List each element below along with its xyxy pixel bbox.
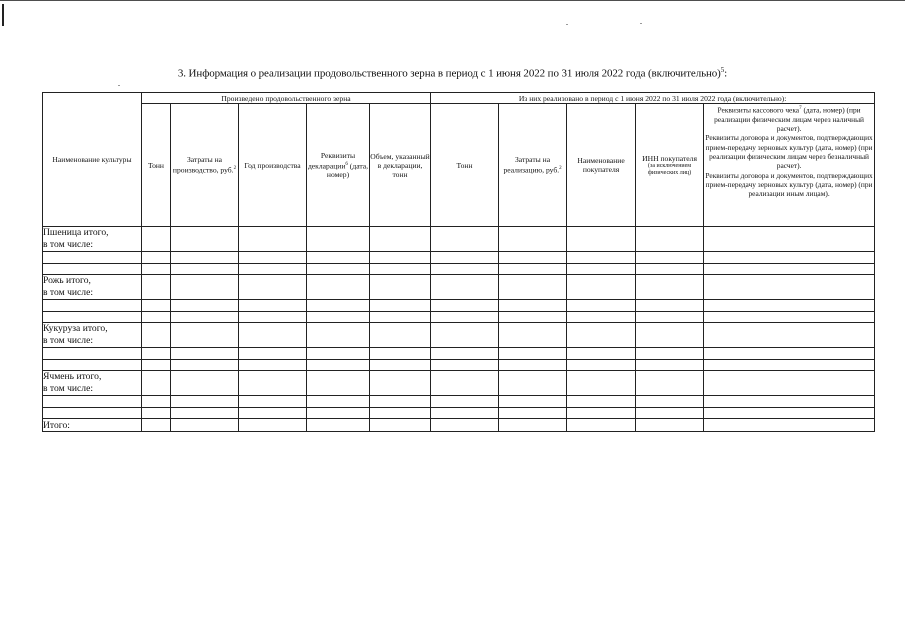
group-header-row (43, 93, 875, 104)
entry-cell[interactable] (239, 348, 307, 360)
col-production-costs-label: Затраты на производство, руб. (172, 155, 234, 175)
crop-row (43, 275, 875, 300)
column-header-row (43, 104, 875, 227)
entry-cell[interactable] (171, 300, 239, 312)
crop-name-cell (43, 371, 142, 396)
col-declaration-label: Реквизиты декларации (307, 150, 356, 171)
entry-cell[interactable] (142, 275, 171, 300)
entry-cell[interactable] (239, 227, 307, 252)
crop-including-label: в том числе: (43, 335, 94, 346)
entry-cell[interactable] (636, 323, 704, 348)
entry-cell[interactable] (370, 300, 431, 312)
entry-cell[interactable] (636, 371, 704, 396)
sub-row (43, 264, 875, 275)
entry-cell[interactable] (43, 300, 142, 312)
entry-cell[interactable] (567, 252, 636, 264)
entry-cell[interactable] (636, 419, 704, 432)
entry-cell[interactable] (142, 227, 171, 252)
grand-total-label: Итого: (43, 419, 142, 432)
receipt-line-3: Реквизиты договора и документов, подтверждающих прием-передачу зерновых культур (дата, номер) (при реализации иным лицам). (705, 170, 873, 199)
footnote-mark: 2 (233, 166, 237, 172)
entry-cell[interactable] (307, 252, 370, 264)
entry-cell[interactable] (499, 227, 567, 252)
entry-cell[interactable] (307, 275, 370, 300)
entry-cell[interactable] (567, 360, 636, 371)
entry-cell[interactable] (636, 227, 704, 252)
entry-cell[interactable] (307, 264, 370, 275)
crop-total-label: Ячмень итого, (43, 371, 102, 382)
sub-row (43, 300, 875, 312)
entry-cell[interactable] (239, 312, 307, 323)
entry-cell[interactable] (567, 419, 636, 432)
entry-cell[interactable] (704, 348, 875, 360)
entry-cell[interactable] (499, 396, 567, 408)
entry-cell[interactable] (431, 360, 499, 371)
entry-cell[interactable] (171, 227, 239, 252)
crop-name-cell (43, 275, 142, 300)
entry-cell[interactable] (239, 323, 307, 348)
entry-cell[interactable] (43, 408, 142, 419)
entry-cell[interactable] (704, 227, 875, 252)
entry-cell[interactable] (431, 408, 499, 419)
entry-cell[interactable] (171, 323, 239, 348)
entry-cell[interactable] (142, 300, 171, 312)
group-produced: Произведено продовольственного зерна (142, 93, 431, 104)
entry-cell[interactable] (499, 300, 567, 312)
entry-cell[interactable] (370, 348, 431, 360)
entry-cell[interactable] (704, 252, 875, 264)
crop-row (43, 371, 875, 396)
receipt-line-1: (дата, номер) (при реализации физическим лицам через наличный расчет). (714, 105, 865, 134)
receipt-title: Реквизиты кассового чека (717, 105, 800, 115)
title-colon: : (724, 67, 728, 80)
entry-cell[interactable] (370, 312, 431, 323)
entry-cell[interactable] (142, 348, 171, 360)
entry-cell[interactable] (142, 360, 171, 371)
entry-cell[interactable] (499, 348, 567, 360)
entry-cell[interactable] (567, 348, 636, 360)
col-buyer-name: Наименование покупателя (567, 104, 636, 227)
crop-total-label: Рожь итого, (43, 275, 91, 286)
col-sale-costs (499, 104, 567, 227)
scan-binding-mark (0, 0, 6, 34)
footnote-mark: 6 (345, 161, 348, 167)
entry-cell[interactable] (142, 408, 171, 419)
entry-cell[interactable] (567, 371, 636, 396)
entry-cell[interactable] (636, 312, 704, 323)
entry-cell[interactable] (567, 408, 636, 419)
sub-row (43, 360, 875, 371)
entry-cell[interactable] (567, 396, 636, 408)
entry-cell[interactable] (636, 300, 704, 312)
entry-cell[interactable] (370, 408, 431, 419)
crop-including-label: в том числе: (43, 383, 94, 394)
entry-cell[interactable] (370, 252, 431, 264)
entry-cell[interactable] (43, 264, 142, 275)
entry-cell[interactable] (239, 360, 307, 371)
entry-cell[interactable] (307, 312, 370, 323)
entry-cell[interactable] (370, 419, 431, 432)
entry-cell[interactable] (431, 252, 499, 264)
entry-cell[interactable] (43, 252, 142, 264)
entry-cell[interactable] (239, 408, 307, 419)
sub-row (43, 312, 875, 323)
entry-cell[interactable] (43, 396, 142, 408)
col-sale-costs-label: Затраты на реализацию, руб. (503, 155, 560, 175)
col-buyer-inn (636, 104, 704, 227)
col-tons-sold: Тонн (431, 104, 499, 227)
entry-cell[interactable] (307, 227, 370, 252)
entry-cell[interactable] (636, 275, 704, 300)
entry-cell[interactable] (171, 371, 239, 396)
entry-cell[interactable] (636, 264, 704, 275)
crop-including-label: в том числе: (43, 287, 94, 298)
entry-cell[interactable] (431, 275, 499, 300)
entry-cell[interactable] (43, 348, 142, 360)
entry-cell[interactable] (142, 312, 171, 323)
entry-cell[interactable] (239, 371, 307, 396)
entry-cell[interactable] (636, 252, 704, 264)
entry-cell[interactable] (636, 396, 704, 408)
entry-cell[interactable] (370, 227, 431, 252)
entry-cell[interactable] (370, 323, 431, 348)
entry-cell[interactable] (636, 360, 704, 371)
sub-row (43, 252, 875, 264)
entry-cell[interactable] (171, 252, 239, 264)
entry-cell[interactable] (431, 312, 499, 323)
entry-cell[interactable] (431, 227, 499, 252)
entry-cell[interactable] (307, 371, 370, 396)
entry-cell[interactable] (370, 264, 431, 275)
entry-cell[interactable] (431, 371, 499, 396)
sub-row (43, 408, 875, 419)
entry-cell[interactable] (239, 396, 307, 408)
entry-cell[interactable] (636, 408, 704, 419)
entry-cell[interactable] (142, 396, 171, 408)
entry-cell[interactable] (142, 264, 171, 275)
sub-row (43, 348, 875, 360)
entry-cell[interactable] (142, 419, 171, 432)
entry-cell[interactable] (704, 312, 875, 323)
footnote-mark: 2 (559, 166, 562, 172)
entry-cell[interactable] (307, 408, 370, 419)
entry-cell[interactable] (307, 419, 370, 432)
entry-cell[interactable] (499, 312, 567, 323)
entry-cell[interactable] (142, 323, 171, 348)
entry-cell[interactable] (171, 360, 239, 371)
entry-cell[interactable] (307, 300, 370, 312)
entry-cell[interactable] (171, 264, 239, 275)
entry-cell[interactable] (307, 396, 370, 408)
entry-cell[interactable] (307, 360, 370, 371)
entry-cell[interactable] (43, 360, 142, 371)
title-text: 3. Информация о реализации продовольственного зерна в период с 1 июня 2022 по 31 июля 2022 года (включительно) (177, 67, 721, 80)
entry-cell[interactable] (704, 371, 875, 396)
entry-cell[interactable] (307, 323, 370, 348)
crop-name-cell (43, 323, 142, 348)
scan-speck (118, 85, 120, 86)
entry-cell[interactable] (499, 264, 567, 275)
entry-cell[interactable] (171, 348, 239, 360)
entry-cell[interactable] (704, 323, 875, 348)
scan-top-edge (0, 0, 905, 1)
crop-row (43, 323, 875, 348)
entry-cell[interactable] (567, 275, 636, 300)
grain-sales-table (42, 92, 875, 432)
col-production-year: Год производства (239, 104, 307, 227)
entry-cell[interactable] (499, 419, 567, 432)
entry-cell[interactable] (431, 300, 499, 312)
entry-cell[interactable] (171, 408, 239, 419)
entry-cell[interactable] (636, 348, 704, 360)
entry-cell[interactable] (370, 275, 431, 300)
entry-cell[interactable] (567, 323, 636, 348)
col-declared-volume: Объем, указанный в декларации, тонн (370, 104, 431, 227)
crop-including-label: в том числе: (43, 239, 94, 250)
document-title (0, 66, 905, 80)
entry-cell[interactable] (704, 300, 875, 312)
entry-cell[interactable] (307, 348, 370, 360)
entry-cell[interactable] (171, 312, 239, 323)
col-tons-produced: Тонн (142, 104, 171, 227)
entry-cell[interactable] (704, 396, 875, 408)
entry-cell[interactable] (370, 371, 431, 396)
entry-cell[interactable] (499, 360, 567, 371)
entry-cell[interactable] (239, 275, 307, 300)
group-sold: Из них реализовано в период с 1 июня 2022 по 31 июля 2022 года (включительно): (431, 93, 875, 104)
entry-cell[interactable] (499, 275, 567, 300)
sub-row (43, 396, 875, 408)
title-footnote: 5 (720, 66, 725, 74)
entry-cell[interactable] (567, 312, 636, 323)
grand-total-row (43, 419, 875, 432)
entry-cell[interactable] (370, 360, 431, 371)
entry-cell[interactable] (370, 396, 431, 408)
entry-cell[interactable] (704, 264, 875, 275)
entry-cell[interactable] (704, 360, 875, 371)
entry-cell[interactable] (431, 323, 499, 348)
receipt-line-2: Реквизиты договора и документов, подтверждающих прием-передачу зерновых культур (дата, номер) (при реализации физическим лицам через безналичный расчет). (705, 133, 873, 171)
crop-name-cell (43, 227, 142, 252)
entry-cell[interactable] (567, 264, 636, 275)
entry-cell[interactable] (499, 408, 567, 419)
col-receipt-details (704, 104, 875, 227)
entry-cell[interactable] (499, 323, 567, 348)
entry-cell[interactable] (239, 252, 307, 264)
entry-cell[interactable] (171, 419, 239, 432)
crop-total-label: Кукуруза итого, (43, 323, 108, 334)
entry-cell[interactable] (43, 312, 142, 323)
scan-speck (566, 24, 568, 25)
entry-cell[interactable] (431, 419, 499, 432)
entry-cell[interactable] (431, 396, 499, 408)
scan-speck (640, 23, 642, 24)
entry-cell[interactable] (171, 396, 239, 408)
entry-cell[interactable] (239, 300, 307, 312)
entry-cell[interactable] (239, 419, 307, 432)
entry-cell[interactable] (142, 371, 171, 396)
entry-cell[interactable] (567, 300, 636, 312)
entry-cell[interactable] (431, 264, 499, 275)
entry-cell[interactable] (499, 252, 567, 264)
col-declaration-suffix: (дата, номер) (326, 161, 369, 180)
entry-cell[interactable] (239, 264, 307, 275)
entry-cell[interactable] (704, 275, 875, 300)
col-declaration (307, 104, 370, 227)
col-buyer-inn-note: (за исключением физических лиц) (647, 162, 692, 176)
entry-cell[interactable] (142, 252, 171, 264)
entry-cell[interactable] (171, 275, 239, 300)
crop-row (43, 227, 875, 252)
col-crop-name: Наименование культуры (43, 93, 142, 227)
entry-cell[interactable] (499, 371, 567, 396)
entry-cell[interactable] (704, 419, 875, 432)
crop-total-label: Пшеница итого, (43, 227, 109, 238)
col-production-costs (171, 104, 239, 227)
entry-cell[interactable] (704, 408, 875, 419)
entry-cell[interactable] (431, 348, 499, 360)
entry-cell[interactable] (567, 227, 636, 252)
footnote-mark: 7 (799, 106, 802, 111)
col-buyer-inn-label: ИНН покупателя (642, 153, 697, 163)
